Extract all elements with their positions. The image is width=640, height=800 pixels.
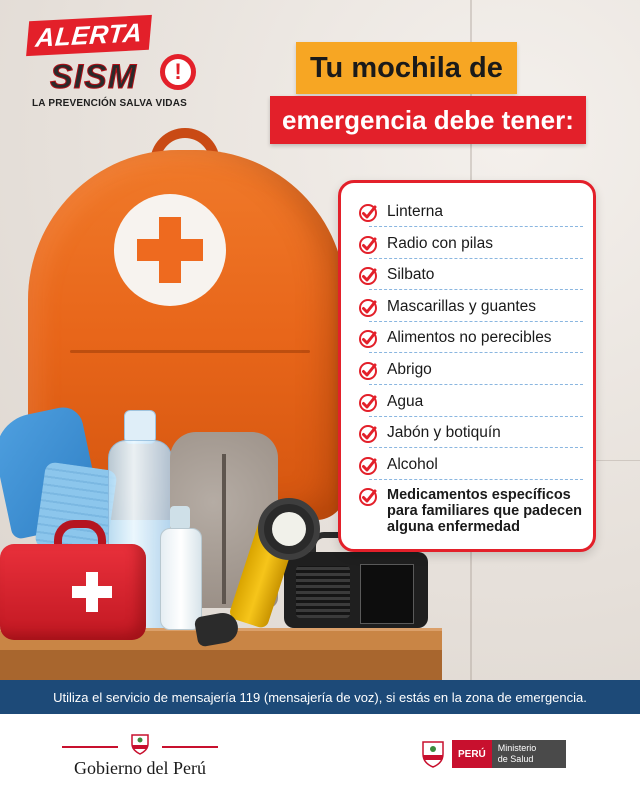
checklist-item-label: Radio con pilas [387,234,493,252]
checklist-item [359,266,587,285]
checkmark-icon [359,394,377,412]
checklist-item-label: Alcohol [387,455,438,473]
minsa-line-2: de Salud [497,754,534,764]
logo-sism: SISM [50,58,138,96]
gobierno-del-peru-label: Gobierno del Perú [74,758,206,778]
checklist-item-label: Agua [387,392,424,410]
logo-alerta-text: ALERTA [26,15,152,56]
checklist-item [359,203,587,222]
footer-notice-bar [0,680,640,714]
gob-peru-line [162,746,218,748]
alert-ring-icon: ! [160,54,196,90]
minsa-logo [420,736,566,772]
checklist-item-label: Alimentos no perecibles [387,329,552,347]
checklist-item-label: Silbato [387,266,435,284]
checklist-separator [369,321,583,322]
checklist-item [359,298,587,317]
checkmark-icon [359,457,377,475]
checklist-item [359,235,587,254]
checklist-separator [369,384,583,385]
checklist-item-label: Linterna [387,203,444,220]
sanitizer-cap [170,506,190,530]
gob-peru-line [62,746,118,748]
logo-sismo-text [50,58,137,97]
checklist-item-line: Medicamentos específicos [387,487,571,504]
radio-speaker-grille [296,566,350,618]
checklist-item [359,487,587,535]
jacket-zipper [222,454,226,604]
checklist-item [359,329,587,348]
checklist-item [359,424,587,443]
checklist-item-line: alguna enfermedad [387,519,520,536]
minsa-line-1: Ministerio [497,743,537,753]
flashlight-lens [272,512,306,546]
checkmark-icon [359,236,377,254]
checklist-separator [369,479,583,480]
checkmark-icon [359,267,377,285]
checkmark-icon [359,299,377,317]
checklist-item-label [387,487,582,535]
checklist-item-label: Abrigo [387,361,432,378]
checklist-separator [369,289,583,290]
checklist-separator [369,352,583,353]
backpack-seam [70,350,310,353]
checklist-separator [369,258,583,259]
checkmark-icon [359,362,377,380]
alerta-sismo-logo [22,12,202,112]
headline-line-1: Tu mochila de [296,42,517,94]
checklist-item [359,361,587,380]
checkmark-icon [359,488,377,506]
logo-tagline: LA PREVENCIÓN SALVA VIDAS [32,98,188,109]
headline-line-2: emergencia debe tener: [270,96,586,144]
checklist-item-label: Mascarillas y guantes [387,297,537,315]
checkmark-icon [359,330,377,348]
minsa-peru-label: PERÚ [452,740,492,768]
checklist-item-label: Jabón y botiquín [387,424,501,442]
hand-sanitizer-image [160,528,202,630]
checklist-item-line: para familiares que padecen [387,503,583,520]
minsa-ministerio-label [492,740,567,768]
checklist-separator [369,416,583,417]
radio-dial [360,564,414,624]
checklist-item [359,456,587,475]
first-aid-kit-cross-icon [72,586,112,598]
checklist-separator [369,447,583,448]
checklist-separator [369,226,583,227]
checklist-item [359,393,587,412]
peru-shield-icon [420,739,446,769]
checklist-card [338,180,596,552]
checkmark-icon [359,425,377,443]
water-bottle-cap [124,410,156,444]
peru-coat-of-arms-icon [128,732,152,756]
first-aid-cross-icon [114,194,226,306]
footer-notice-text: Utiliza el servicio de mensajería 119 (mensajería de voz), si estás en la zona de emergencia. [53,689,587,705]
checkmark-icon [359,204,377,222]
wooden-shelf-front [0,650,442,680]
